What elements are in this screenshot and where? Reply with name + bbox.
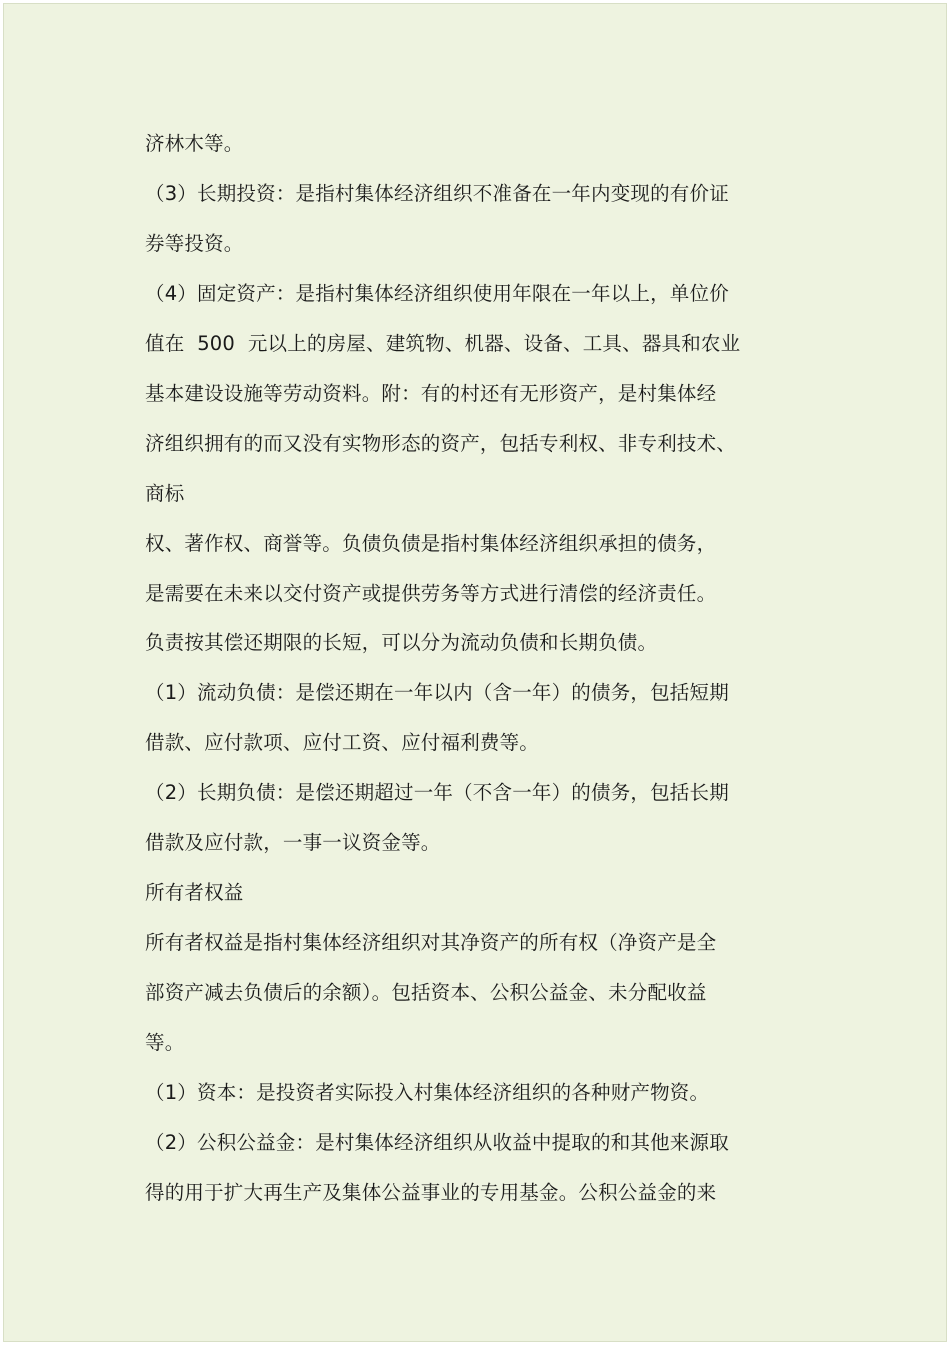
text-line: 所有者权益是指村集体经济组织对其净资产的所有权（净资产是全 xyxy=(145,931,717,954)
text-line: 权、著作权、商誉等。负债负债是指村集体经济组织承担的债务， xyxy=(145,532,717,555)
text-line: 借款及应付款，一事一议资金等。 xyxy=(145,831,441,854)
text-line: 券等投资。 xyxy=(145,232,244,255)
text-line: 济组织拥有的而又没有实物形态的资产，包括专利权、非专利技术、 xyxy=(145,432,737,455)
text-line: 部资产减去负债后的余额）。包括资本、公积公益金、未分配收益 xyxy=(145,981,707,1004)
text-line: 负责按其偿还期限的长短，可以分为流动负债和长期负债。 xyxy=(145,631,658,654)
text-line: 得的用于扩大再生产及集体公益事业的专用基金。公积公益金的来 xyxy=(145,1181,717,1204)
text-line: 基本建设设施等劳动资料。附：有的村还有无形资产，是村集体经 xyxy=(145,382,717,405)
text-line: （4）固定资产：是指村集体经济组织使用年限在一年以上，单位价 xyxy=(145,282,729,305)
section-heading: 所有者权益 xyxy=(145,881,244,904)
text-line: 商标 xyxy=(145,482,185,505)
text-line: 借款、应付款项、应付工资、应付福利费等。 xyxy=(145,731,540,754)
text-line: （1）流动负债：是偿还期在一年以内（含一年）的债务，包括短期 xyxy=(145,681,729,704)
text-line: （1）资本：是投资者实际投入村集体经济组织的各种财产物资。 xyxy=(145,1081,710,1104)
text-line: 济林木等。 xyxy=(145,132,244,155)
text-line: （2）长期负债：是偿还期超过一年（不含一年）的债务，包括长期 xyxy=(145,781,729,804)
text-line: （3）长期投资：是指村集体经济组织不准备在一年内变现的有价证 xyxy=(145,182,729,205)
text-line: 值在 500 元以上的房屋、建筑物、机器、设备、工具、器具和农业 xyxy=(145,332,741,355)
text-line: 是需要在未来以交付资产或提供劳务等方式进行清偿的经济责任。 xyxy=(145,582,717,605)
text-line: （2）公积公益金：是村集体经济组织从收益中提取的和其他来源取 xyxy=(145,1131,729,1154)
document-page xyxy=(3,3,947,1342)
text-line: 等。 xyxy=(145,1031,185,1054)
